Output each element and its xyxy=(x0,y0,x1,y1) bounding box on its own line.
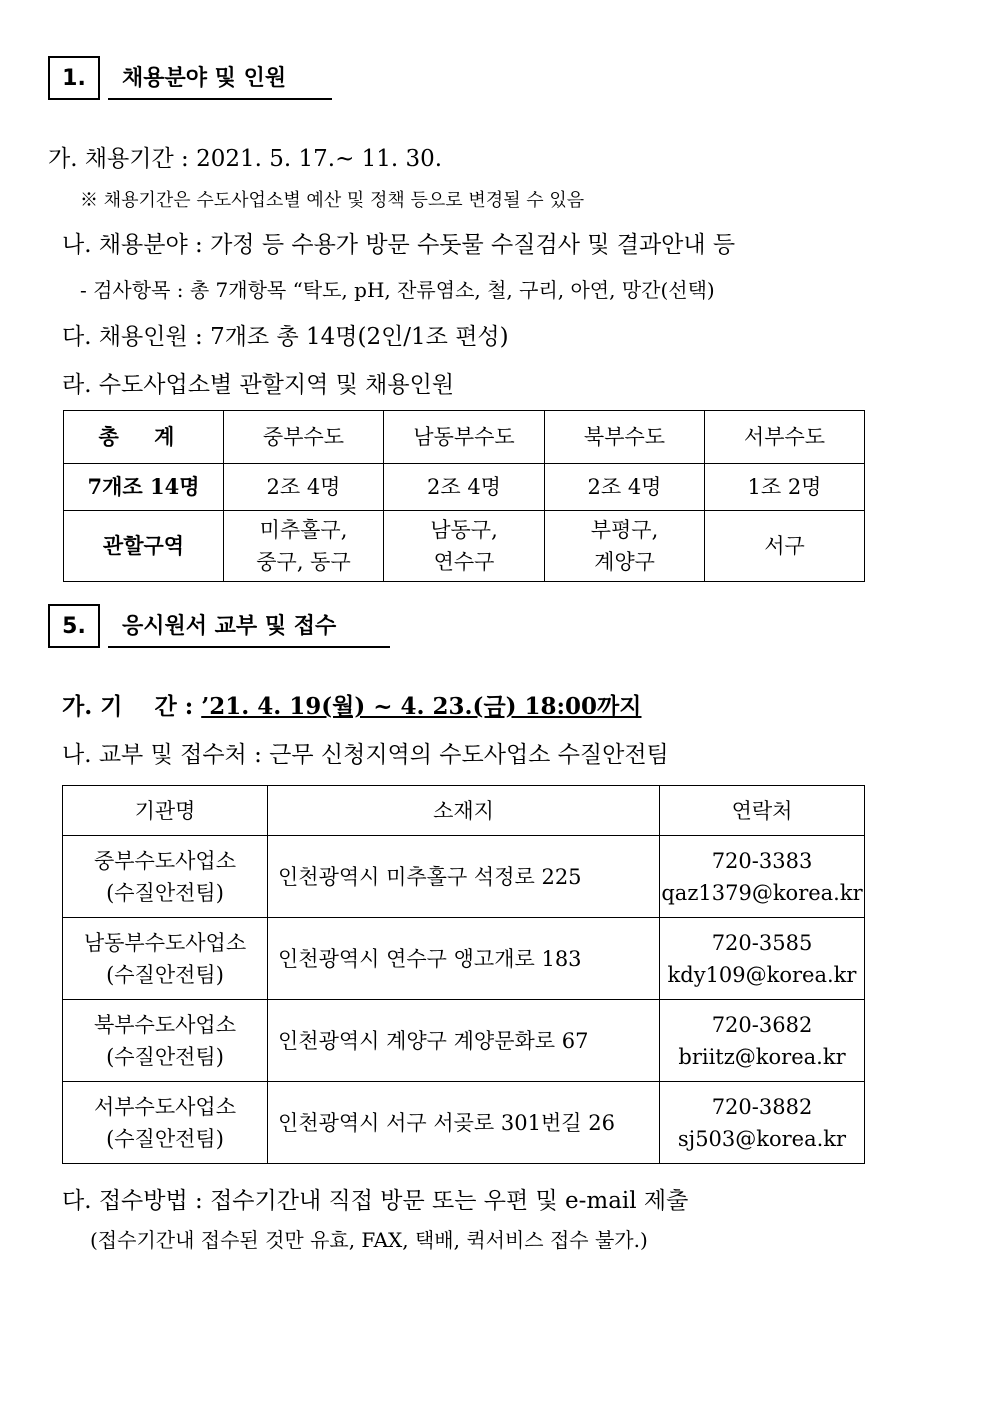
table-row-area xyxy=(64,511,865,582)
cell-address: 인천광역시 연수구 앵고개로 183 xyxy=(268,918,660,1000)
header-bukbu: 북부수도 xyxy=(545,411,705,464)
office-table-header xyxy=(63,786,865,836)
table-header-row xyxy=(64,411,865,464)
email-link[interactable]: briitz@korea.kr xyxy=(678,1044,846,1069)
phone: 720-3682 xyxy=(711,1012,813,1037)
cell-total: 7개조 14명 xyxy=(64,464,224,511)
org-name: 중부수도사업소 xyxy=(93,848,236,873)
header-org: 기관명 xyxy=(63,786,268,836)
header-namdongbu: 남동부수도 xyxy=(384,411,545,464)
hiring-period: 가. 채용기간 : 2021. 5. 17.~ 11. 30. xyxy=(48,146,443,172)
application-period-value: ’21. 4. 19(월) ~ 4. 23.(금) 18:00까지 xyxy=(201,693,642,720)
org-name: 남동부수도사업소 xyxy=(83,930,247,955)
cell-address: 인천광역시 서구 서곶로 301번길 26 xyxy=(268,1082,660,1164)
phone: 720-3383 xyxy=(711,848,813,873)
org-team: (수질안전팀) xyxy=(106,1126,224,1151)
section-1-number: 1. xyxy=(48,56,100,100)
table-row-total xyxy=(64,464,865,511)
cell-contact xyxy=(660,918,865,1000)
hiring-period-note: ※ 채용기간은 수도사업소별 예산 및 정책 등으로 변경될 수 있음 xyxy=(80,190,585,211)
submission-method: 다. 접수방법 : 접수기간내 직접 방문 또는 우편 및 e-mail 제출 xyxy=(62,1188,689,1214)
section-5-number: 5. xyxy=(48,604,100,648)
header-address: 소재지 xyxy=(268,786,660,836)
cell-jungbu-area xyxy=(224,511,384,582)
org-name: 북부수도사업소 xyxy=(93,1012,236,1037)
jurisdiction-heading: 라. 수도사업소별 관할지역 및 채용인원 xyxy=(62,372,455,398)
area-line: 부평구, xyxy=(590,518,659,542)
phone: 720-3882 xyxy=(711,1094,813,1119)
cell-namdongbu-count: 2조 4명 xyxy=(384,464,545,511)
cell-seobu-count: 1조 2명 xyxy=(705,464,865,511)
email-link[interactable]: qaz1379@korea.kr xyxy=(661,880,863,905)
cell-bukbu-area xyxy=(545,511,705,582)
hiring-count: 다. 채용인원 : 7개조 총 14명(2인/1조 편성) xyxy=(62,324,509,350)
cell-contact xyxy=(660,836,865,918)
section-5-title: 응시원서 교부 및 접수 xyxy=(108,610,390,648)
cell-area-label: 관할구역 xyxy=(64,511,224,582)
area-line: 계양구 xyxy=(594,550,655,574)
section-1-title: 채용분야 및 인원 xyxy=(108,62,332,100)
cell-bukbu-count: 2조 4명 xyxy=(545,464,705,511)
application-period xyxy=(62,688,642,721)
org-team: (수질안전팀) xyxy=(106,1044,224,1069)
org-team: (수질안전팀) xyxy=(106,962,224,987)
submission-note: (접수기간내 접수된 것만 유효, FAX, 택배, 퀵서비스 접수 불가.) xyxy=(90,1228,648,1252)
area-line: 서구 xyxy=(764,534,805,558)
cell-contact xyxy=(660,1082,865,1164)
header-seobu: 서부수도 xyxy=(705,411,865,464)
org-team: (수질안전팀) xyxy=(106,880,224,905)
cell-org xyxy=(63,1082,268,1164)
phone: 720-3585 xyxy=(711,930,813,955)
cell-org xyxy=(63,1000,268,1082)
cell-namdongbu-area xyxy=(384,511,545,582)
area-line: 미추홀구, xyxy=(259,518,348,542)
org-name: 서부수도사업소 xyxy=(93,1094,236,1119)
inspection-items: - 검사항목 : 총 7개항목 “탁도, pH, 잔류염소, 철, 구리, 아연, 망간(선택) xyxy=(80,278,715,302)
table-row xyxy=(63,836,865,918)
email-link[interactable]: kdy109@korea.kr xyxy=(667,962,857,987)
area-line: 연수구 xyxy=(433,550,495,574)
header-jungbu: 중부수도 xyxy=(224,411,384,464)
jurisdiction-table xyxy=(63,410,865,582)
header-total: 총 계 xyxy=(64,411,224,464)
area-line: 남동구, xyxy=(430,518,498,542)
cell-address: 인천광역시 계양구 계양문화로 67 xyxy=(268,1000,660,1082)
area-line: 중구, 동구 xyxy=(256,550,351,574)
cell-seobu-area xyxy=(705,511,865,582)
table-row xyxy=(63,1082,865,1164)
application-period-label: 가. 기 간 : xyxy=(62,693,202,720)
hiring-field: 나. 채용분야 : 가정 등 수용가 방문 수돗물 수질검사 및 결과안내 등 xyxy=(62,232,736,258)
cell-contact xyxy=(660,1000,865,1082)
email-link[interactable]: sj503@korea.kr xyxy=(677,1126,847,1151)
cell-address: 인천광역시 미추홀구 석정로 225 xyxy=(268,836,660,918)
office-table xyxy=(62,785,865,1164)
table-row xyxy=(63,1000,865,1082)
table-row xyxy=(63,918,865,1000)
cell-jungbu-count: 2조 4명 xyxy=(224,464,384,511)
cell-org xyxy=(63,918,268,1000)
header-contact: 연락처 xyxy=(660,786,865,836)
cell-org xyxy=(63,836,268,918)
submission-place: 나. 교부 및 접수처 : 근무 신청지역의 수도사업소 수질안전팀 xyxy=(62,742,669,768)
